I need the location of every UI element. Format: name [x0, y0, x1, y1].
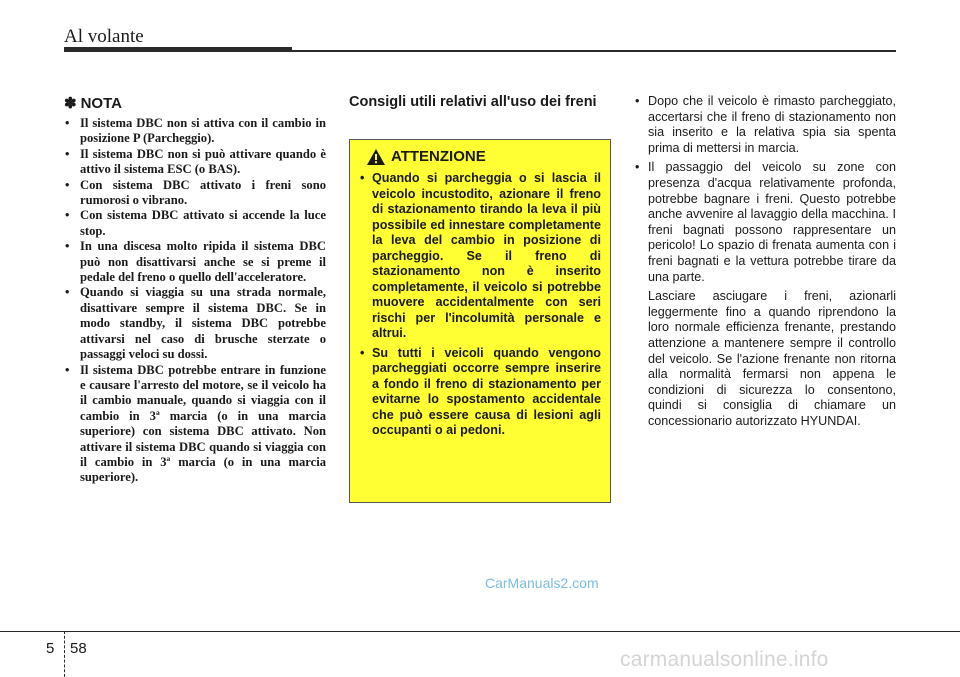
footer-divider [64, 631, 65, 677]
nota-heading [64, 94, 326, 112]
tips-item: • Il passaggio del veicolo su zone con presenza d'acqua relativamente profonda, potrebbe bagnare i freni. Questo potrebbe anche avvenire al lavaggio della macchina. I freni bagnati possono rappresentare un pericolo! Lo spazio di frenata aumenta con i freni bagnati e la vettura potrebbe tirare da una parte. [634, 160, 896, 285]
warning-triangle-icon [367, 149, 385, 165]
warning-box [349, 139, 611, 503]
page-header-title: Al volante [64, 26, 144, 47]
brake-tips-section [634, 94, 896, 429]
tips-list [634, 94, 896, 285]
nota-title: NOTA [80, 94, 122, 112]
nota-item: • Quando si viaggia su una strada normale, disattivare sempre il sistema DBC. Se in modo standby, il sistema DBC potrebbe attivarsi nel caso di brusche sterzate o passaggi veloci su dossi. [64, 285, 326, 362]
tips-item: • Dopo che il veicolo è rimasto parcheggiato, accertarsi che il freno di stazionamento non sia inserito e la relativa spia sia spenta prima di mettersi in marcia. [634, 94, 896, 156]
header-rule [64, 50, 896, 52]
warning-title: ATTENZIONE [391, 148, 486, 165]
nota-item: • In una discesa molto ripida il sistema DBC può non disattivarsi anche se si preme il pedale del freno o quello dell'acceleratore. [64, 239, 326, 285]
nota-item: • Con sistema DBC attivato si accende la luce stop. [64, 208, 326, 239]
nota-item: • Il sistema DBC non si attiva con il cambio in posizione P (Parcheggio). [64, 116, 326, 147]
nota-list [64, 116, 326, 486]
footer-rule [0, 631, 960, 632]
tips-paragraph: Lasciare asciugare i freni, azionarli leggermente fino a quando riprendono la loro normale efficienza frenante, prestando attenzione a mantenere sempre il controllo del veicolo. Se l'azione frenante non ritorna alla normalità fermarsi non appena le condizioni di sicurezza lo consentono, quindi si consiglia di chiamare un concessionario autorizzato HYUNDAI. [648, 289, 896, 428]
asterisk-icon: ✽ [64, 95, 77, 112]
nota-section [64, 94, 326, 486]
section-heading: Consigli utili relativi all'uso dei freni [349, 94, 597, 110]
nota-item: • Il sistema DBC potrebbe entrare in funzione e causare l'arresto del motore, se il veicolo ha il cambio manuale, quando si viaggia con il cambio in 3ª marcia (o in una marcia superiore) con sistema DBC attivato. Non attivare il sistema DBC quando si viaggia con il cambio in 3ª marcia (o in una marcia superiore). [64, 363, 326, 486]
watermark-link[interactable]: CarManuals2.com [485, 575, 599, 591]
brake-tips-heading-block [349, 94, 611, 111]
warning-item: • Su tutti i veicoli quando vengono parcheggiati occorre sempre inserire a fondo il freno di stazionamento per evitarne lo spostamento accidentale che può essere causa di lesioni agli occupanti o ai pedoni. [359, 346, 601, 439]
warning-item: • Quando si parcheggia o si lascia il veicolo incustodito, azionare il freno di stazionamento tirando la leva il più possibile ed innestare completamente la leva del cambio in posizione di parcheggio. Se il freno di stazionamento non è inserito completamente, il veicolo si potrebbe muovere accidentalmente con seri rischi per l'incolumità personale e altrui. [359, 171, 601, 342]
nota-item: • Il sistema DBC non si può attivare quando è attivo il sistema ESC (o BAS). [64, 147, 326, 178]
warning-heading [367, 148, 601, 165]
nota-item: • Con sistema DBC attivato i freni sono rumorosi o vibrano. [64, 178, 326, 209]
warning-list [359, 171, 601, 439]
site-watermark: carmanualsonline.info [620, 648, 829, 671]
page-number: 58 [70, 640, 87, 657]
chapter-number: 5 [46, 640, 55, 657]
